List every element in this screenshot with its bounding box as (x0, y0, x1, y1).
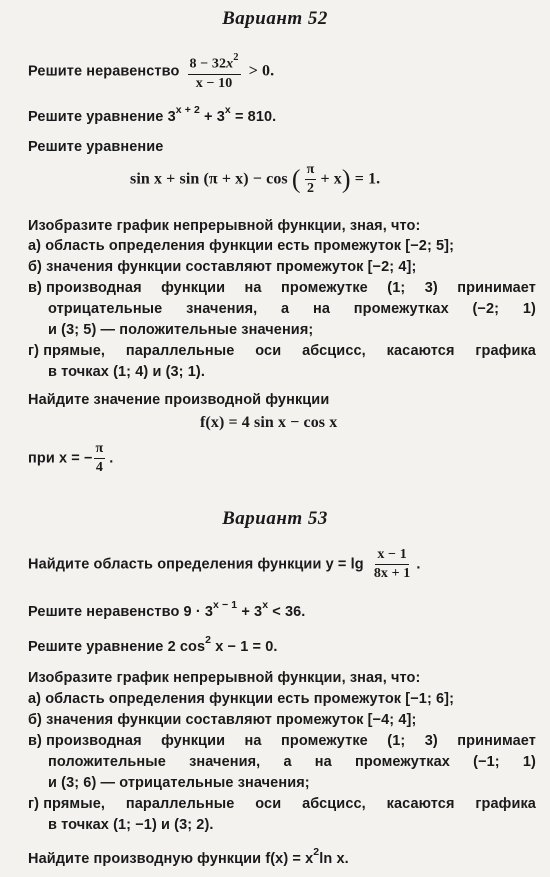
word: абсцисс, (302, 343, 366, 359)
v52-p5-at (28, 441, 113, 476)
word: на (312, 301, 330, 317)
v52-problem-5: Найдите значение производной функции (28, 392, 330, 408)
word: 3) (424, 280, 438, 296)
word: (1; (387, 280, 406, 296)
v52-p1-den: x − 10 (195, 75, 233, 91)
v52-p5-at-tail: . (109, 450, 114, 467)
v52-p3-frac-den: 2 (306, 181, 315, 196)
v53-p2-exp2: x (262, 599, 269, 611)
v53-p4-b: б) значения функции составляют промежуток [−4; 4]; (28, 712, 417, 728)
word: в) производная (28, 733, 142, 749)
v52-p2-exp2: x (224, 104, 231, 116)
word: г) прямые, (28, 796, 105, 812)
v52-problem-1 (28, 52, 274, 92)
v52-p2-tail: = 810. (230, 108, 277, 125)
v53-p5-tail: ln x. (319, 850, 349, 867)
parenthesis: ( (291, 164, 301, 194)
v52-p1-tail: > 0. (248, 62, 275, 80)
word: а (281, 301, 290, 317)
v52-p4-c1 (28, 280, 536, 296)
word: промежутке (281, 280, 368, 296)
v52-p4-b: б) значения функции составляют промежуток [−2; 4]; (28, 259, 417, 275)
word: 3) (424, 733, 438, 749)
word: оси (255, 796, 282, 812)
v53-p3-exp: 2 (205, 634, 212, 646)
v52-p3-eq-a: sin x + sin (π + x) − cos (130, 170, 288, 188)
word: функции (161, 280, 226, 296)
word: значения, (189, 754, 261, 770)
v52-p1-text: Решите неравенство (28, 63, 180, 80)
v52-p3-frac-num: π (305, 162, 317, 180)
v53-problem-1 (28, 547, 421, 582)
v53-p4-c3: и (3; 6) — отрицательные значения; (48, 775, 310, 791)
word: в) производная (28, 280, 142, 296)
word: параллельные (125, 796, 235, 812)
word: параллельные (125, 343, 235, 359)
word: на (314, 754, 332, 770)
word: принимает (457, 733, 536, 749)
v52-p4-d1 (28, 343, 536, 359)
word: промежутках (354, 754, 450, 770)
word: положительные (48, 754, 166, 770)
v52-problem-2 (28, 106, 276, 125)
v53-p2-exp1: x − 1 (213, 599, 238, 611)
v53-p4-intro: Изобразите график непрерывной функции, зная, что: (28, 670, 421, 686)
v53-p2-mid: + 3 (237, 603, 263, 620)
v52-p4-a: а) область определения функции есть промежуток [−2; 5]; (28, 238, 455, 254)
v53-p2-text: Решите неравенство 9 · 3 (28, 603, 214, 620)
v52-p5-frac-num: π (94, 441, 106, 459)
v52-p1-fraction (188, 52, 241, 92)
v52-p1-num-var: x (226, 56, 234, 72)
v53-problem-2 (28, 601, 305, 620)
v53-problem-5 (28, 848, 349, 867)
v52-p2-text: Решите уравнение 3 (28, 108, 176, 125)
v52-p3-fraction (305, 162, 317, 197)
v53-p3-tail: x − 1 = 0. (211, 638, 278, 655)
word: значения, (186, 301, 258, 317)
v53-p4-d1 (28, 796, 536, 812)
word: касаются (386, 343, 455, 359)
word: графика (475, 796, 536, 812)
v52-p4-c3: и (3; 5) — положительные значения; (48, 322, 314, 338)
v52-p5-fraction (94, 441, 106, 476)
word: (1; (387, 733, 406, 749)
v52-p4-d2: в точках (1; 4) и (3; 1). (48, 364, 205, 380)
v52-p5-at-text: при x = − (28, 450, 93, 467)
v52-p2-mid: + 3 (199, 108, 225, 125)
word: промежутке (281, 733, 368, 749)
variant-52-title: Вариант 52 (222, 8, 328, 29)
v53-p3-text: Решите уравнение 2 cos (28, 638, 206, 655)
word: (−2; (472, 301, 500, 317)
word: оси (255, 343, 282, 359)
word: на (244, 280, 262, 296)
word: а (283, 754, 292, 770)
v52-p3-eq-b: + x (320, 170, 342, 188)
parenthesis: ) (341, 164, 351, 194)
v53-p5-text: Найдите производную функции f(x) = x (28, 850, 314, 867)
word: отрицательные (48, 301, 163, 317)
v53-p1-fraction (372, 547, 413, 582)
v52-problem-3: Решите уравнение (28, 139, 164, 155)
v53-p4-c1 (28, 733, 536, 749)
v52-p1-num: 8 − 32 (189, 56, 227, 72)
v53-problem-3 (28, 636, 278, 655)
word: 1) (522, 754, 536, 770)
word: абсцисс, (302, 796, 366, 812)
v53-p4-c2 (48, 754, 536, 770)
word: графика (475, 343, 536, 359)
word: г) прямые, (28, 343, 105, 359)
word: промежутках (353, 301, 449, 317)
v52-p3-eq-c: = 1. (354, 170, 381, 188)
v52-p4-intro: Изобразите график непрерывной функции, зная, что: (28, 218, 421, 234)
word: на (244, 733, 262, 749)
v53-p1-den: 8x + 1 (373, 566, 411, 581)
word: функции (161, 733, 226, 749)
v53-p1-tail: . (416, 556, 421, 573)
v53-p4-d2: в точках (1; −1) и (3; 2). (48, 817, 214, 833)
v52-p5-frac-den: 4 (95, 460, 103, 475)
v52-p5-formula: f(x) = 4 sin x − cos x (200, 414, 338, 431)
word: принимает (457, 280, 536, 296)
v53-p5-exp: 2 (313, 846, 320, 858)
v52-p3-equation (130, 162, 380, 197)
v53-p4-a: а) область определения функции есть промежуток [−1; 6]; (28, 691, 455, 707)
v52-p1-num-exp: 2 (233, 52, 239, 63)
v52-p4-c2 (48, 301, 536, 317)
v53-p2-tail: < 36. (268, 603, 306, 620)
v52-p2-exp1: x + 2 (175, 104, 200, 116)
v53-p1-text: Найдите область определения функции y = lg (28, 556, 364, 573)
word: 1) (522, 301, 536, 317)
word: (−1; (473, 754, 500, 770)
variant-53-title: Вариант 53 (222, 508, 328, 529)
word: касаются (386, 796, 455, 812)
v53-p1-num: x − 1 (375, 547, 408, 565)
